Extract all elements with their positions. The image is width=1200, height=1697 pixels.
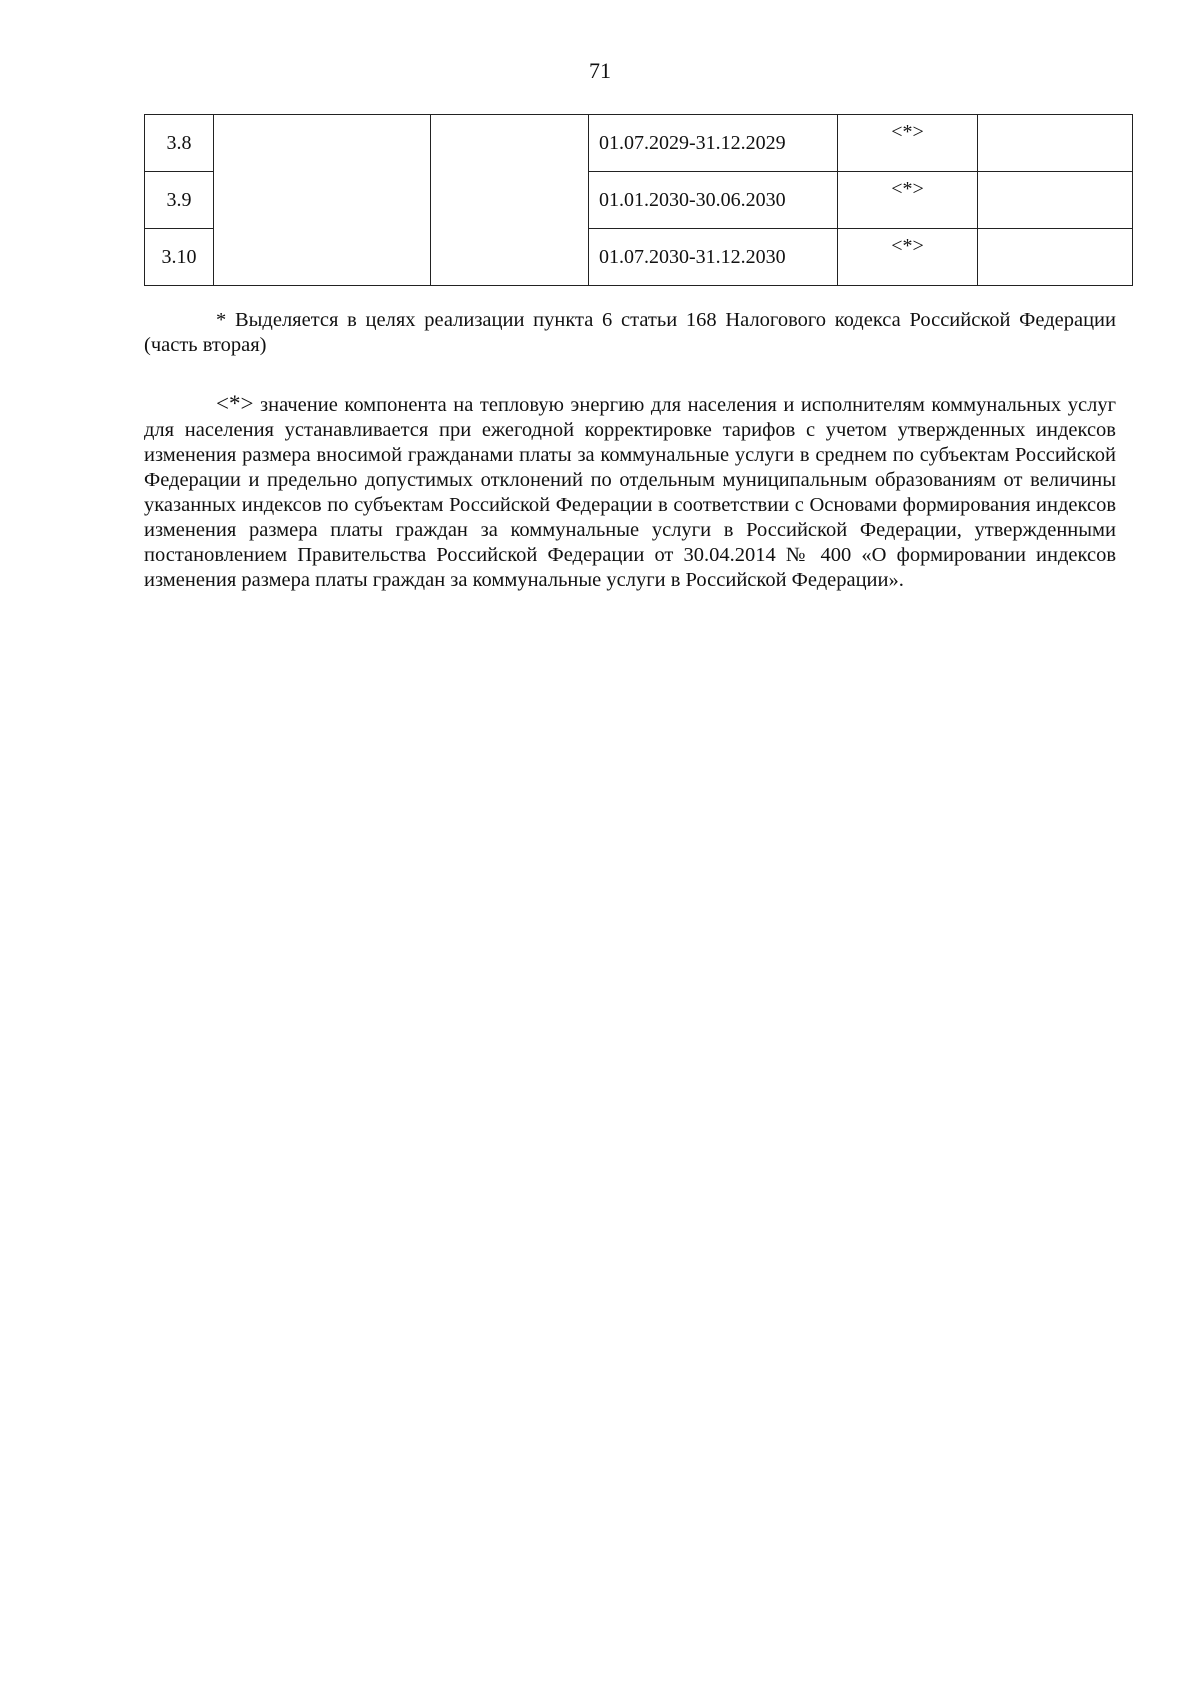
- footnote-marker-text: значение компонента на тепловую энергию для населения и исполнителям коммунальных услуг для населения устанавливается при ежегодной корректировке тарифов с учетом утвержденных индексов изменения размера вносимой гражданами платы за коммунальные услуги в среднем по субъектам Российской Федерации и предельно допустимых отклонений по отдельным муниципальным образованиям от величины указанных индексов по субъектам Российской Федерации в соответствии с Основами формирования индексов изменения размера платы граждан за коммунальные услуги в Российской Федерации, утвержденными постановлением Правительства Российской Федерации от 30.04.2014 № 400 «О формировании индексов изменения размера платы граждан за коммунальные услуги в Российской Федерации».: [144, 394, 1116, 591]
- value-cell: <*>: [838, 229, 978, 286]
- table-row: [145, 115, 1133, 172]
- period-cell: 01.07.2029-31.12.2029: [589, 115, 838, 172]
- tariff-table: [144, 114, 1133, 286]
- value-cell: <*>: [838, 115, 978, 172]
- footnote-marker-symbol: <*>: [216, 391, 254, 416]
- value-cell: <*>: [838, 172, 978, 229]
- merged-cell-a: [214, 115, 431, 286]
- row-number: 3.10: [145, 229, 214, 286]
- footnote-marker: [144, 391, 1116, 593]
- row-number: 3.9: [145, 172, 214, 229]
- empty-cell: [978, 229, 1133, 286]
- period-cell: 01.01.2030-30.06.2030: [589, 172, 838, 229]
- empty-cell: [978, 172, 1133, 229]
- period-cell: 01.07.2030-31.12.2030: [589, 229, 838, 286]
- merged-cell-b: [431, 115, 589, 286]
- row-number: 3.8: [145, 115, 214, 172]
- page-number: 71: [589, 58, 611, 83]
- footnote-marker-paragraph: [144, 391, 1116, 593]
- footnote-star: [144, 308, 1116, 358]
- empty-cell: [978, 115, 1133, 172]
- footnote-star-text: * Выделяется в целях реализации пункта 6 статьи 168 Налогового кодекса Российской Федерации (часть вторая): [144, 309, 1116, 356]
